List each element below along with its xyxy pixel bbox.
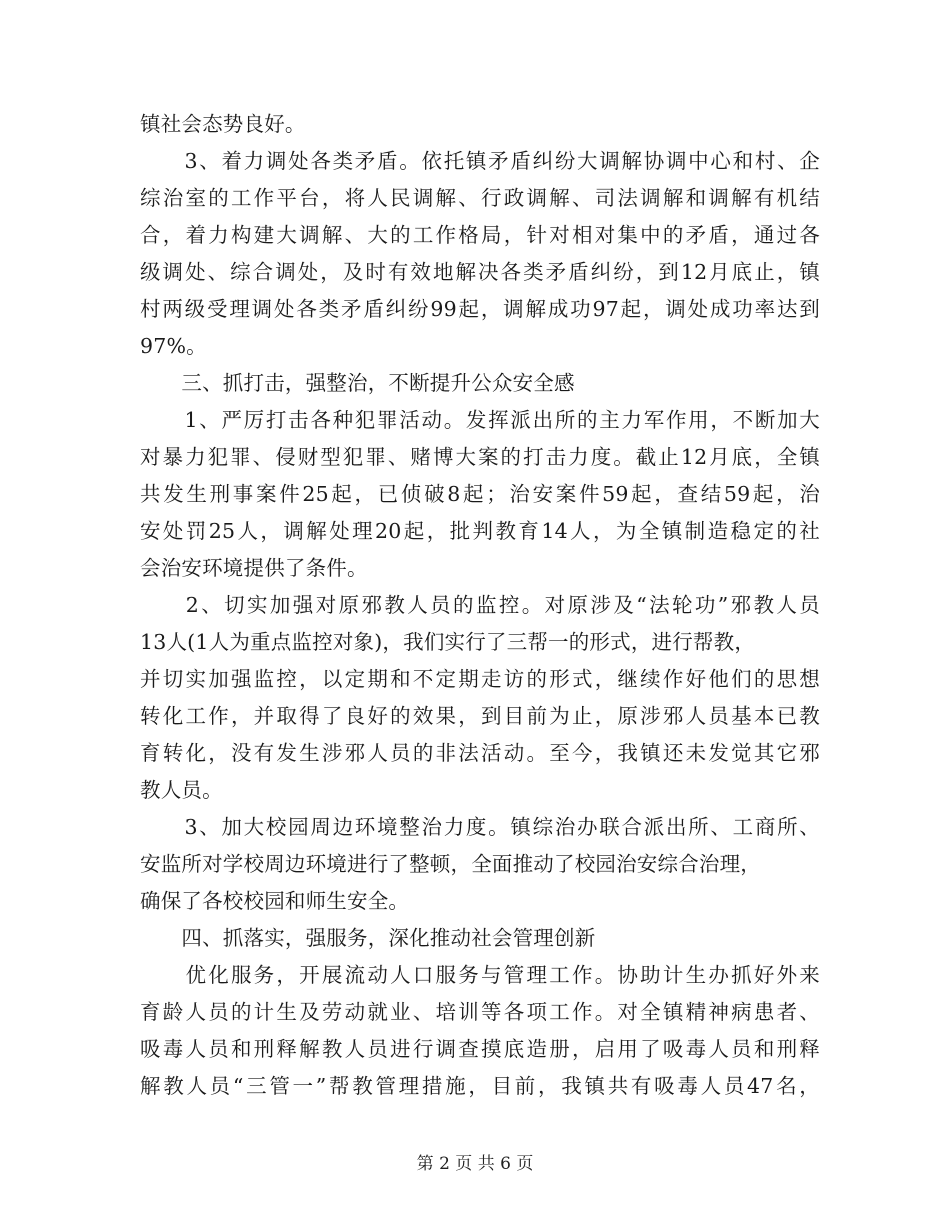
text-line: 1、严厉打击各种犯罪活动。发挥派出所的主力军作用，不断加大: [140, 408, 820, 432]
text-line: 村两级受理调处各类矛盾纠纷99起，调解成功97起，调处成功率达到: [140, 297, 820, 321]
text-line: 级调处、综合调处，及时有效地解决各类矛盾纠纷，到12月底止，镇: [140, 260, 820, 284]
text-line: 合，着力构建大调解、大的工作格局，针对相对集中的矛盾，通过各: [140, 223, 820, 247]
text-line: 对暴力犯罪、侵财型犯罪、赌博大案的打击力度。截止12月底，全镇: [140, 445, 820, 469]
text-line: 13人(1人为重点监控对象)，我们实行了三帮一的形式，进行帮教，: [140, 630, 756, 654]
text-line: 镇社会态势良好。: [140, 112, 306, 136]
section-heading: 三、抓打击，强整治，不断提升公众安全感: [140, 371, 575, 395]
page-number-footer: 第 2 页 共 6 页: [416, 1154, 534, 1174]
text-line: 安处罚25人，调解处理20起，批判教育14人，为全镇制造稳定的社: [140, 519, 820, 543]
text-line: 3、加大校园周边环境整治力度。镇综治办联合派出所、工商所、: [140, 815, 820, 839]
text-line: 3、着力调处各类矛盾。依托镇矛盾纠纷大调解协调中心和村、企: [140, 149, 820, 173]
text-line: 会治安环境提供了条件。: [140, 556, 368, 580]
text-line: 解教人员“三管一”帮教管理措施，目前，我镇共有吸毒人员47名，: [140, 1074, 820, 1098]
section-heading: 四、抓落实，强服务，深化推动社会管理创新: [140, 926, 596, 950]
text-line: 育龄人员的计生及劳动就业、培训等各项工作。对全镇精神病患者、: [140, 1000, 820, 1024]
text-line: 97%。: [140, 334, 207, 358]
text-line: 育转化，没有发生涉邪人员的非法活动。至今，我镇还未发觉其它邪: [140, 741, 820, 765]
text-line: 吸毒人员和刑释解教人员进行调查摸底造册，启用了吸毒人员和刑释: [140, 1037, 820, 1061]
text-line: 2、切实加强对原邪教人员的监控。对原涉及“法轮功”邪教人员: [140, 593, 820, 617]
text-line: 教人员。: [140, 778, 223, 802]
text-line: 综治室的工作平台，将人民调解、行政调解、司法调解和调解有机结: [140, 186, 820, 210]
text-line: 优化服务，开展流动人口服务与管理工作。协助计生办抓好外来: [140, 963, 820, 987]
text-line: 安监所对学校周边环境进行了整顿，全面推动了校园治安综合治理，: [140, 852, 761, 876]
text-line: 并切实加强监控，以定期和不定期走访的形式，继续作好他们的思想: [140, 667, 820, 691]
text-line: 共发生刑事案件25起，已侦破8起；治安案件59起，查结59起，治: [140, 482, 820, 506]
text-line: 转化工作，并取得了良好的效果，到目前为止，原涉邪人员基本已教: [140, 704, 820, 728]
text-line: 确保了各校校园和师生安全。: [140, 889, 410, 913]
